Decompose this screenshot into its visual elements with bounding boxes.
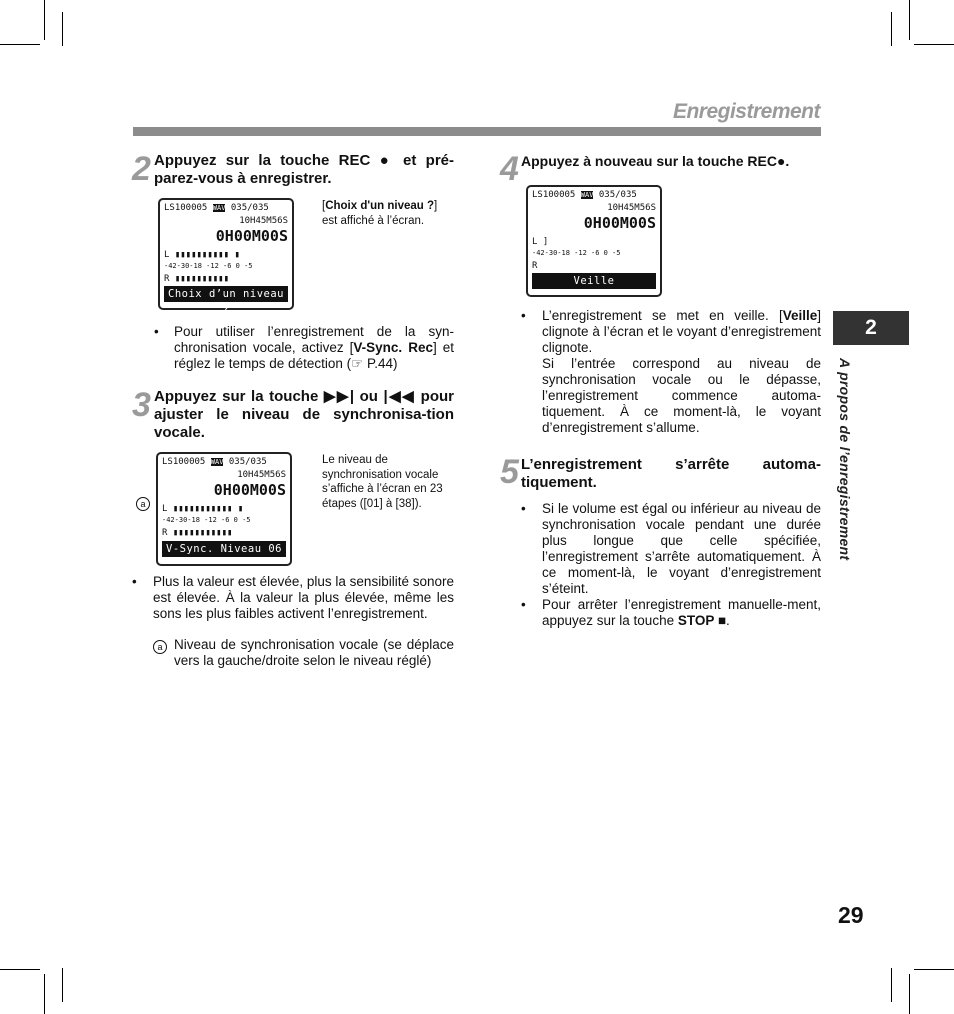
- lcd-format: WAV: [212, 204, 226, 212]
- chapter-label: A propos de l’enregistrement: [837, 358, 853, 561]
- crop-mark: [62, 968, 63, 1002]
- lcd-format: WAV: [210, 458, 224, 466]
- header-rule: [133, 127, 821, 136]
- step-title: L’enregistrement s’arrête automa-tiquement.: [521, 456, 821, 491]
- bullet-text: Niveau de synchronisation vocale (se déplace vers la gauche/droite selon le niveau réglé): [174, 637, 454, 668]
- step-title: [154, 152, 454, 188]
- bullet-text: L’enregistrement se met en veille. [: [542, 308, 783, 323]
- lcd-screen: LS100005 WAV 035/035 10H45M56S 0H00M00S L ] -42-30-18 -12 -6 0 -5 R Veille: [526, 185, 662, 297]
- lcd-level-scale: -42-30-18 -12 -6 0 -5: [532, 249, 621, 257]
- list-item: • Si le volume est égal ou inférieur au niveau de synchronisation vocale pendant une durée plus longue que celle spécifiée, l’enregistrement s’arrête automatiquement. À ce moment-là, le voyant d’enregistrement s’éteint.: [521, 501, 821, 596]
- page-number: 29: [838, 902, 864, 928]
- lcd-banner: Veille: [532, 273, 656, 289]
- list-item: • Plus la valeur est élevée, plus la sensibilité sonore est élevée. À la valeur la plus élevée, même les sons les plus faibles activent l’enregistrement.: [132, 574, 454, 621]
- lcd-remain: 10H45M56S: [607, 203, 656, 213]
- crop-mark: [62, 12, 63, 46]
- lcd-time-min: 00: [233, 227, 252, 245]
- step-number: 3: [132, 386, 151, 424]
- list-item: • Pour utiliser l’enregistrement de la syn-chronisation vocale, activez [V-Sync. Rec] et réglez le temps de détection (☞ P.44): [154, 324, 454, 371]
- callout-marker: [136, 494, 150, 512]
- step-number: 5: [500, 453, 519, 491]
- lcd-time-sec: 00: [258, 481, 277, 499]
- step-number: 4: [500, 150, 519, 188]
- caption-text: est affiché à l’écran.: [322, 214, 425, 227]
- bullet-text: Pour arrêter l’enregistrement manuelle-ment, appuyez sur la touche: [542, 597, 821, 628]
- lcd-time-hour: 0: [215, 227, 225, 245]
- lcd-remain: 10H45M56S: [237, 470, 286, 480]
- bullet-text: ] clignote à l’écran et le voyant d’enregistrement clignote.: [542, 308, 821, 355]
- step-title-text: et pré-parez-vous à enregistrer.: [154, 152, 454, 187]
- crop-mark: [891, 12, 892, 46]
- menu-key: Veille: [782, 308, 818, 323]
- crop-mark: [0, 969, 40, 970]
- lcd-remain: 10H45M56S: [239, 216, 288, 226]
- lcd-count: 035/035: [598, 190, 637, 200]
- crop-mark: [0, 44, 40, 45]
- bullet-text: Si le volume est égal ou inférieur au niveau de synchronisation vocale pendant une durée plus longue que celle spécifiée, l’enregistrement s’arrête automatiquement. À ce moment-là, le voyant d’enregistrement s’éteint.: [542, 501, 821, 596]
- crop-mark: [44, 0, 45, 40]
- lcd-screen: LS100005 WAV 035/035 10H45M56S 0H00M00S L ▮▮▮▮▮▮▮▮▮▮ ▮ -42-30-18 -12 -6 0 -5 R ▮▮▮▮▮▮▮▮▮▮ Choix d’un niveau ?: [158, 198, 294, 310]
- lcd-time-min: 00: [601, 214, 620, 232]
- bullet-text: Si l’entrée correspond au niveau de synchronisation vocale ou le dépasse, l’enregistrement commence automa-tiquement. À ce moment-là, le voyant d’enregistrement s’allume.: [542, 356, 821, 435]
- crop-mark: [891, 968, 892, 1002]
- crop-mark: [914, 44, 954, 45]
- lcd-count: 035/035: [230, 203, 269, 213]
- lcd-time-hour: 0: [213, 481, 223, 499]
- lcd-count: 035/035: [228, 457, 267, 467]
- bullet-text: ] et réglez le temps de détection (☞ P.44): [174, 340, 454, 371]
- callout-letter: a: [136, 497, 150, 511]
- step-number: 2: [132, 150, 151, 188]
- crop-mark: [909, 0, 910, 40]
- lcd-time-hour: 0: [583, 214, 593, 232]
- crop-mark: [914, 969, 954, 970]
- lcd-time-min: 00: [231, 481, 250, 499]
- lcd-banner: V-Sync. Niveau 06: [162, 541, 286, 557]
- lcd-time-sec: 00: [260, 227, 279, 245]
- lcd-caption: [Choix d'un niveau ?] est affiché à l’écran.: [322, 200, 438, 227]
- step-title: Appuyez sur la touche ▶▶| ou |◀◀ pour ajuster le niveau de synchronisa-tion vocale.: [154, 388, 454, 441]
- step-title: Appuyez à nouveau sur la touche REC●.: [521, 153, 790, 169]
- lcd-screen: LS100005 WAV 035/035 10H45M56S 0H00M00S L ▮▮▮▮▮▮▮▮▮▮▮ ▮ -42-30-18 -12 -6 0 -5 R ▮▮▮▮▮▮▮▮▮▮▮ V-Sync. Niveau 06: [156, 452, 292, 566]
- lcd-format: WAV: [580, 191, 594, 199]
- lcd-banner: Choix d’un niveau ?: [164, 286, 288, 302]
- menu-key: V-Sync. Rec: [353, 340, 433, 355]
- step-title-text: Appuyez sur la touche: [154, 152, 330, 169]
- section-title: Enregistrement: [672, 100, 820, 123]
- rec-key: REC ●: [338, 152, 394, 169]
- caption-key: Choix d'un niveau ?: [325, 200, 434, 212]
- crop-mark: [909, 974, 910, 1014]
- list-item: • Pour arrêter l’enregistrement manuelle-ment, appuyez sur la touche STOP ■.: [521, 597, 821, 628]
- lcd-level-scale: -42-30-18 -12 -6 0 -5: [164, 262, 253, 270]
- bullet-text: Pour utiliser l’enregistrement de la syn-chronisation vocale, activez [: [174, 324, 454, 355]
- stop-key: STOP ■: [677, 613, 727, 628]
- step-title-text: Appuyez à nouveau sur la touche: [521, 153, 744, 169]
- lcd-caption: Le niveau de synchronisation vocale s’affiche à l’écran en 23 étapes ([01] à [38]).: [322, 454, 443, 510]
- bullet-text: Plus la valeur est élevée, plus la sensibilité sonore est élevée. À la valeur la plus élevée, même les sons les plus faibles activent l’enregistrement.: [153, 574, 454, 621]
- crop-mark: [44, 974, 45, 1014]
- list-item: [153, 637, 454, 669]
- lcd-time-sec: 00: [628, 214, 647, 232]
- lcd-file: LS100005: [162, 457, 206, 467]
- lcd-file: LS100005: [164, 203, 208, 213]
- callout-letter: a: [153, 640, 167, 654]
- lcd-file: LS100005: [532, 190, 576, 200]
- rec-key: REC●: [747, 153, 786, 169]
- lcd-level-scale: -42-30-18 -12 -6 0 -5: [162, 516, 251, 524]
- list-item: • L’enregistrement se met en veille. [Veille] clignote à l’écran et le voyant d’enregistrement clignote. Si l’entrée correspond au niveau de synchronisation vocale ou le dépasse, l’enregistrement commence automa-tiquement. À ce moment-là, le voyant d’enregistrement s’allume.: [521, 308, 821, 435]
- chapter-tab: 2: [833, 311, 909, 345]
